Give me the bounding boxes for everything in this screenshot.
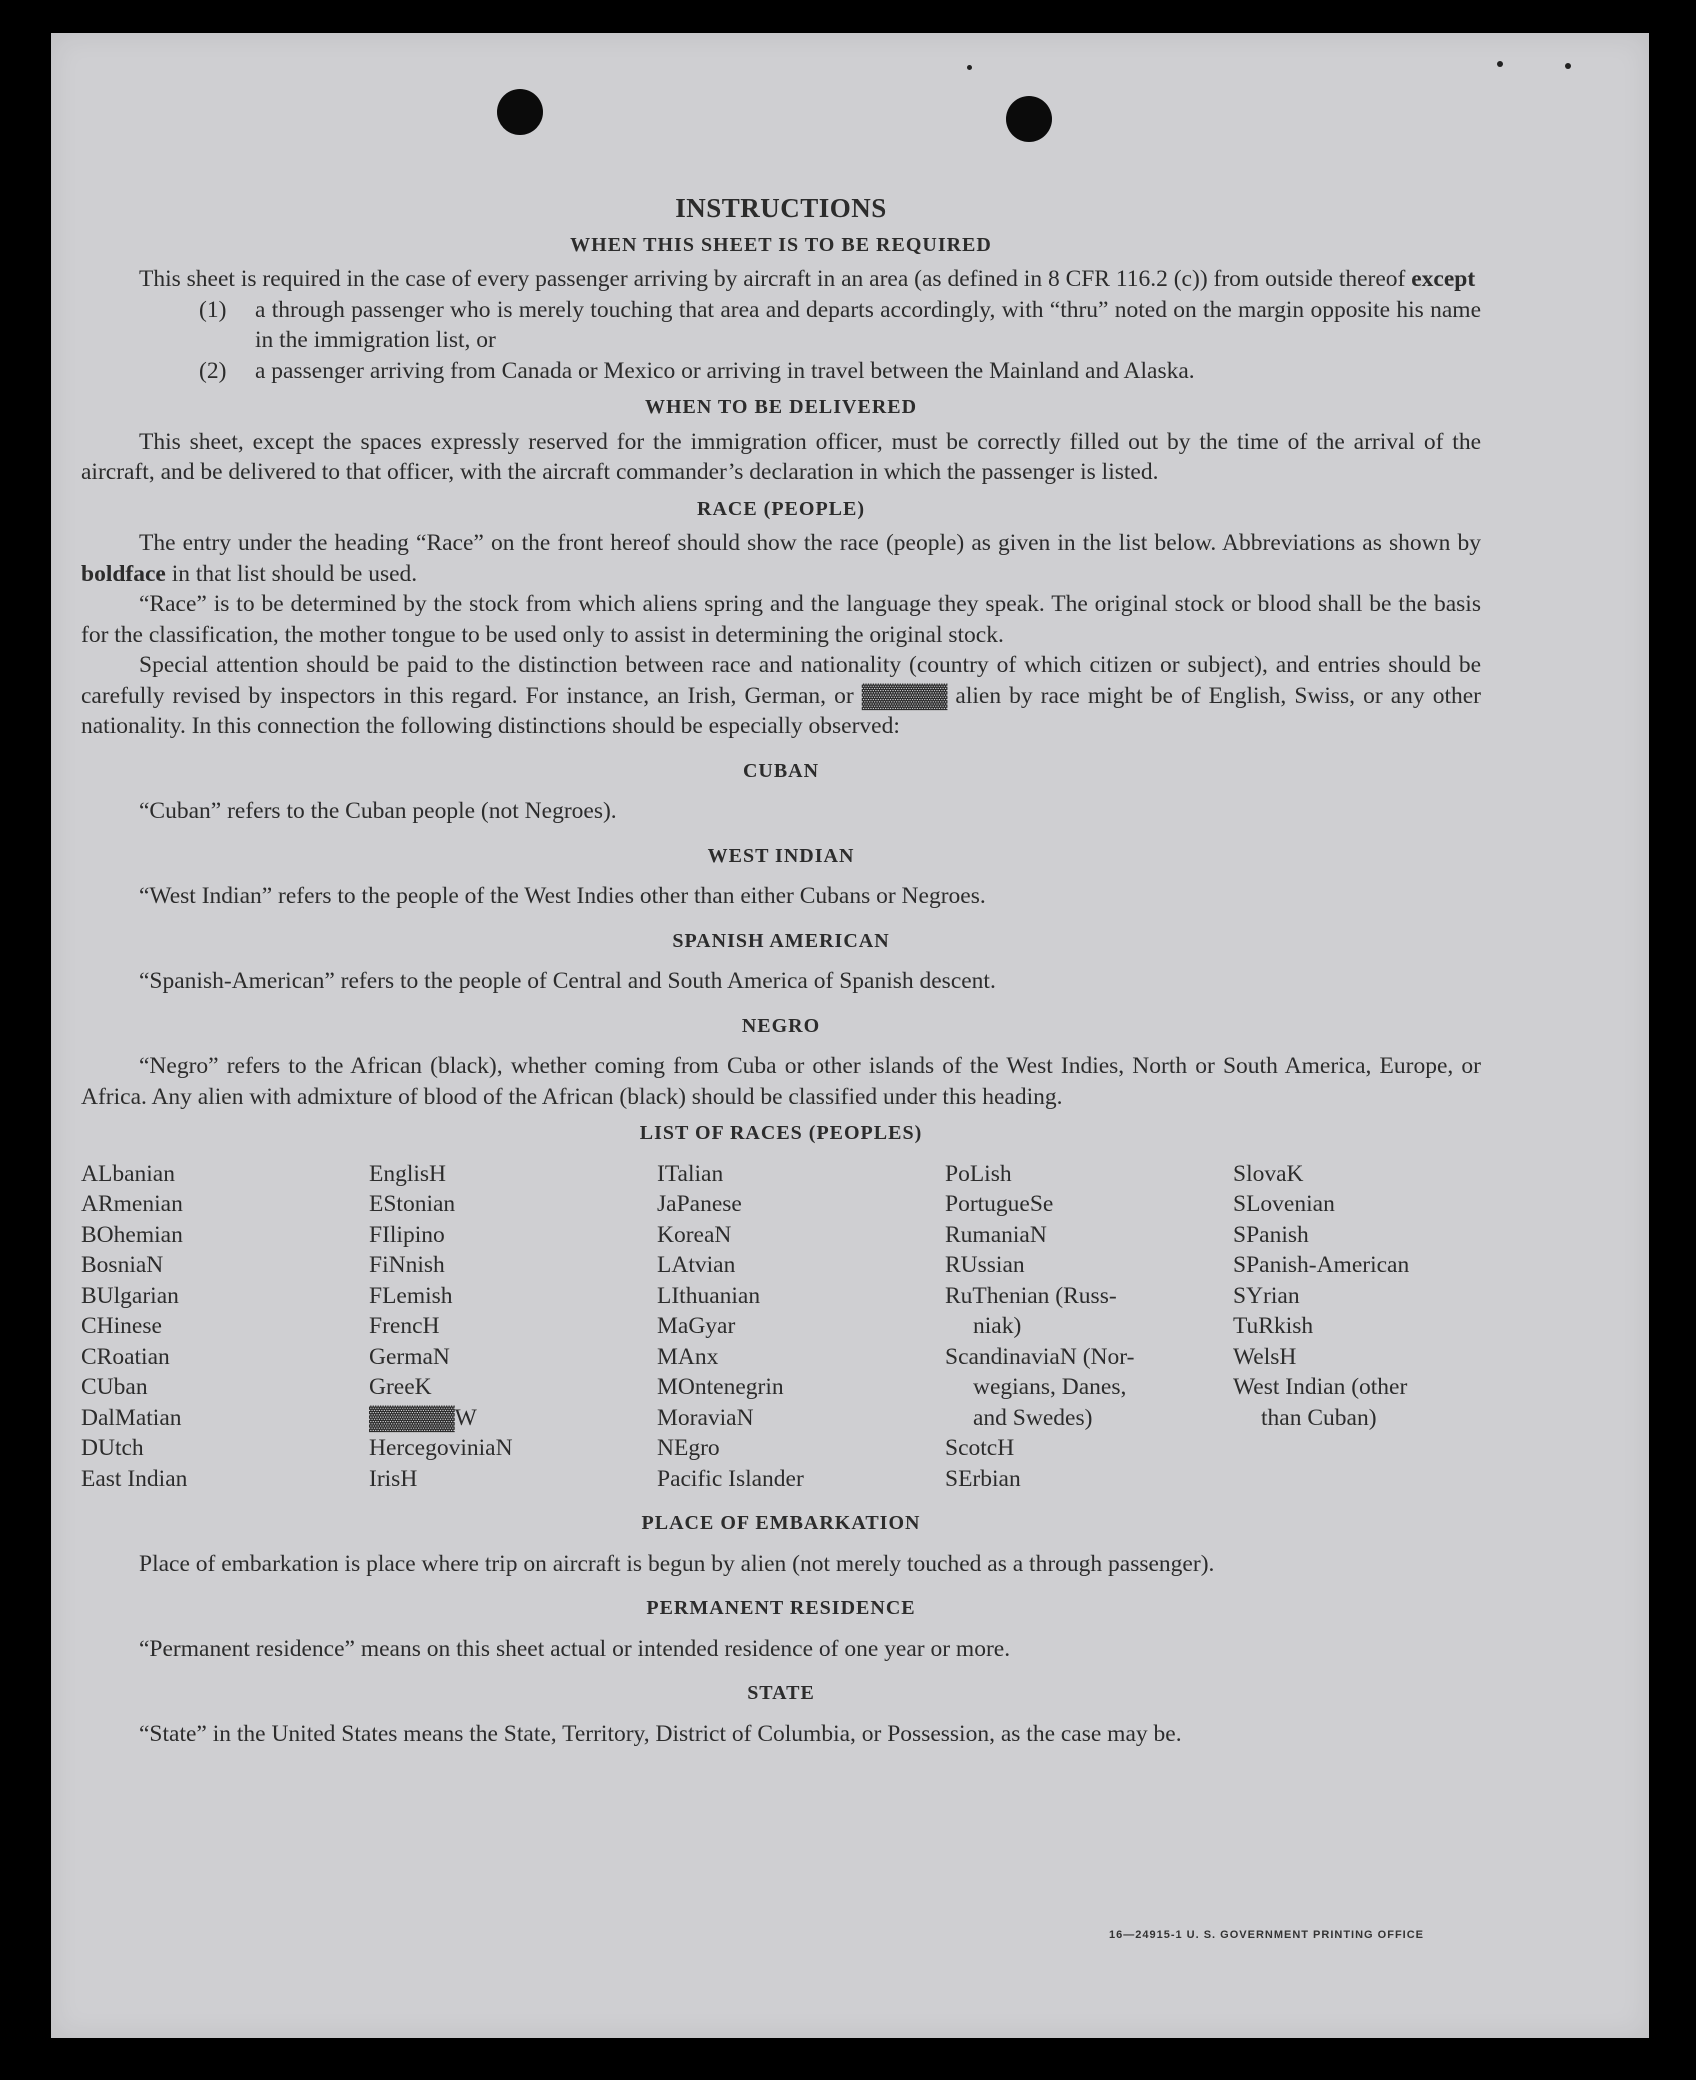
race-entry: GermaN	[369, 1343, 450, 1370]
race-entry: FLemish	[369, 1282, 453, 1309]
race-entry: KoreaN	[657, 1221, 732, 1248]
race-entry: niak)	[973, 1313, 1022, 1339]
race-entry: PortugueSe	[945, 1191, 1054, 1217]
race-entry: SPanish-American	[1233, 1252, 1410, 1278]
race-entry: DalMatian	[81, 1404, 182, 1431]
race-entry: CUban	[81, 1374, 148, 1400]
race-entry: MoraviaN	[657, 1404, 754, 1431]
section-heading-state: STATE	[747, 1682, 815, 1704]
race-entry: ScotcH	[945, 1435, 1015, 1461]
race-entry: BOhemian	[81, 1221, 183, 1248]
race-paragraph-2: “Race” is to be determined by the stock from which aliens spring and the language they speak. The original stock or blood shall be the basis for the classification, the mother tongue to be used only to assist in determining the original stock.	[81, 591, 1481, 648]
section-heading-residence: PERMANENT RESIDENCE	[646, 1597, 916, 1619]
ink-mark	[1497, 61, 1503, 67]
race-entry: NEgro	[657, 1435, 720, 1461]
races-column-4	[945, 1159, 1233, 1495]
section-heading-cuban: CUBAN	[742, 759, 820, 782]
cuban-text: “Cuban” refers to the Cuban people (not Negroes).	[139, 798, 617, 824]
section-heading-when-required: WHEN THIS SHEET IS TO BE REQUIRED	[570, 233, 992, 256]
section-heading-negro: NEGRO	[741, 1014, 821, 1037]
state-text: “State” in the United States means the State, Territory, District of Columbia, or Possession, as the case may be.	[139, 1720, 1182, 1747]
ink-mark	[1565, 63, 1571, 69]
delivered-text: This sheet, except the spaces expressly reserved for the immigration officer, must be correctly filled out by the time of the arrival of the aircraft, and be delivered to that officer, with the aircraft commander’s declaration in which the passenger is listed.	[81, 428, 1481, 485]
race-entry: SErbian	[945, 1465, 1021, 1492]
instructions-body	[81, 153, 1481, 1749]
required-intro-text: This sheet is required in the case of every passenger arriving by aircraft in an area (as defined in 8 CFR 116.2 (c)) from outside thereof	[139, 266, 1406, 292]
embarkation-text: Place of embarkation is place where trip on aircraft is begun by alien (not merely touched as a through passenger).	[139, 1550, 1215, 1577]
race-p1-text-end: in that list should be used.	[171, 560, 418, 587]
printer-footer: 16—24915-1 U. S. GOVERNMENT PRINTING OFFICE	[1109, 1929, 1425, 1941]
race-entry: SPanish	[1233, 1221, 1309, 1248]
race-entry: SYrian	[1233, 1282, 1300, 1309]
race-entry: and Swedes)	[973, 1404, 1093, 1431]
residence-text: “Permanent residence” means on this sheet actual or intended residence of one year or more.	[139, 1635, 1011, 1662]
races-list	[81, 1159, 1481, 1495]
negro-text: “Negro” refers to the African (black), whether coming from Cuba or other islands of the West Indies, North or South America, Europe, or Africa. Any alien with admixture of blood of the African (black) should be classified under this heading.	[81, 1053, 1481, 1110]
race-entry: ScandinaviaN (Nor-	[945, 1343, 1135, 1370]
item-text: a passenger arriving from Canada or Mexico or arriving in travel between the Mainland and Alaska.	[255, 357, 1195, 384]
race-entry: MAnx	[657, 1343, 719, 1370]
item-number: (1)	[199, 296, 227, 323]
race-entry: FrencH	[369, 1313, 440, 1339]
race-paragraph-1	[81, 528, 1481, 589]
race-entry: DUtch	[81, 1435, 144, 1461]
page-title: INSTRUCTIONS	[675, 193, 887, 223]
race-entry: PoLish	[945, 1160, 1012, 1187]
race-entry: EStonian	[369, 1191, 456, 1217]
race-entry: JaPanese	[657, 1191, 742, 1217]
section-heading-race: RACE (PEOPLE)	[697, 497, 865, 520]
race-entry: ALbanian	[81, 1160, 175, 1187]
race-entry: RumaniaN	[945, 1221, 1047, 1248]
section-heading-races-list: LIST OF RACES (PEOPLES)	[639, 1122, 923, 1144]
race-entry: than Cuban)	[1261, 1404, 1377, 1431]
section-heading-spanish-american: SPANISH AMERICAN	[672, 929, 890, 952]
required-intro-bold: except	[1411, 266, 1476, 292]
race-entry: CRoatian	[81, 1343, 170, 1370]
document-sheet	[51, 33, 1649, 2038]
required-intro	[81, 264, 1481, 295]
punch-hole-right	[1006, 96, 1052, 142]
section-heading-when-delivered: WHEN TO BE DELIVERED	[644, 396, 918, 418]
race-entry: ▓▓▓▓▓W	[369, 1404, 477, 1431]
section-heading-west-indian: WEST INDIAN	[707, 844, 855, 867]
race-entry: FiNnish	[369, 1252, 445, 1278]
punch-hole-left	[497, 89, 543, 135]
race-paragraph-3: Special attention should be paid to the distinction between race and nationality (country of which citizen or subject), and entries should be carefully revised by inspectors in this regard. For instance, an Irish, German, or ▓▓▓▓▓ alien by race might be of English, Swiss, or any other nationality. In this connection the following distinctions should be especially observed:	[81, 652, 1481, 739]
race-entry: HercegoviniaN	[369, 1435, 513, 1461]
race-entry: wegians, Danes,	[973, 1374, 1127, 1400]
race-entry: CHinese	[81, 1313, 162, 1339]
item-text: a through passenger who is merely touching that area and departs accordingly, with “thru” noted on the margin opposite his name in the immigration list, or	[255, 296, 1481, 353]
race-entry: EnglisH	[369, 1160, 447, 1187]
race-entry: ARmenian	[81, 1191, 183, 1217]
race-entry: MaGyar	[657, 1313, 736, 1339]
race-entry: WelsH	[1233, 1343, 1297, 1370]
race-entry: RuThenian (Russ-	[945, 1282, 1117, 1309]
race-entry: RUssian	[945, 1252, 1025, 1278]
race-entry: TuRkish	[1233, 1313, 1314, 1339]
race-entry: LAtvian	[657, 1252, 736, 1278]
spanish-american-text: “Spanish-American” refers to the people of Central and South America of Spanish descent.	[139, 968, 996, 994]
race-entry: LIthuanian	[657, 1282, 761, 1309]
ink-mark	[967, 65, 972, 70]
race-entry: BosniaN	[81, 1252, 164, 1278]
race-entry: IrisH	[369, 1465, 418, 1492]
race-entry: SlovaK	[1233, 1160, 1304, 1187]
race-entry: East Indian	[81, 1465, 188, 1492]
races-column-2	[369, 1159, 657, 1495]
race-entry: BUlgarian	[81, 1282, 179, 1309]
race-entry: Pacific Islander	[657, 1465, 804, 1492]
race-p1-text: The entry under the heading “Race” on the front hereof should show the race (people) as given in the list below. Abbreviations as shown by	[139, 530, 1481, 556]
race-entry: SLovenian	[1233, 1191, 1335, 1217]
race-entry: GreeK	[369, 1374, 432, 1400]
exception-item	[199, 356, 1481, 387]
race-p1-bold: boldface	[81, 560, 166, 587]
west-indian-text: “West Indian” refers to the people of the West Indies other than either Cubans or Negroes.	[139, 883, 986, 909]
races-column-5	[1233, 1159, 1483, 1495]
race-entry: West Indian (other	[1233, 1374, 1408, 1400]
races-column-1	[81, 1159, 369, 1495]
exception-item	[199, 295, 1481, 356]
races-column-3	[657, 1159, 945, 1495]
race-entry: ITalian	[657, 1160, 724, 1187]
race-entry: MOntenegrin	[657, 1374, 784, 1400]
item-number: (2)	[199, 357, 227, 384]
section-heading-embarkation: PLACE OF EMBARKATION	[641, 1512, 921, 1534]
race-entry: FIlipino	[369, 1221, 445, 1248]
